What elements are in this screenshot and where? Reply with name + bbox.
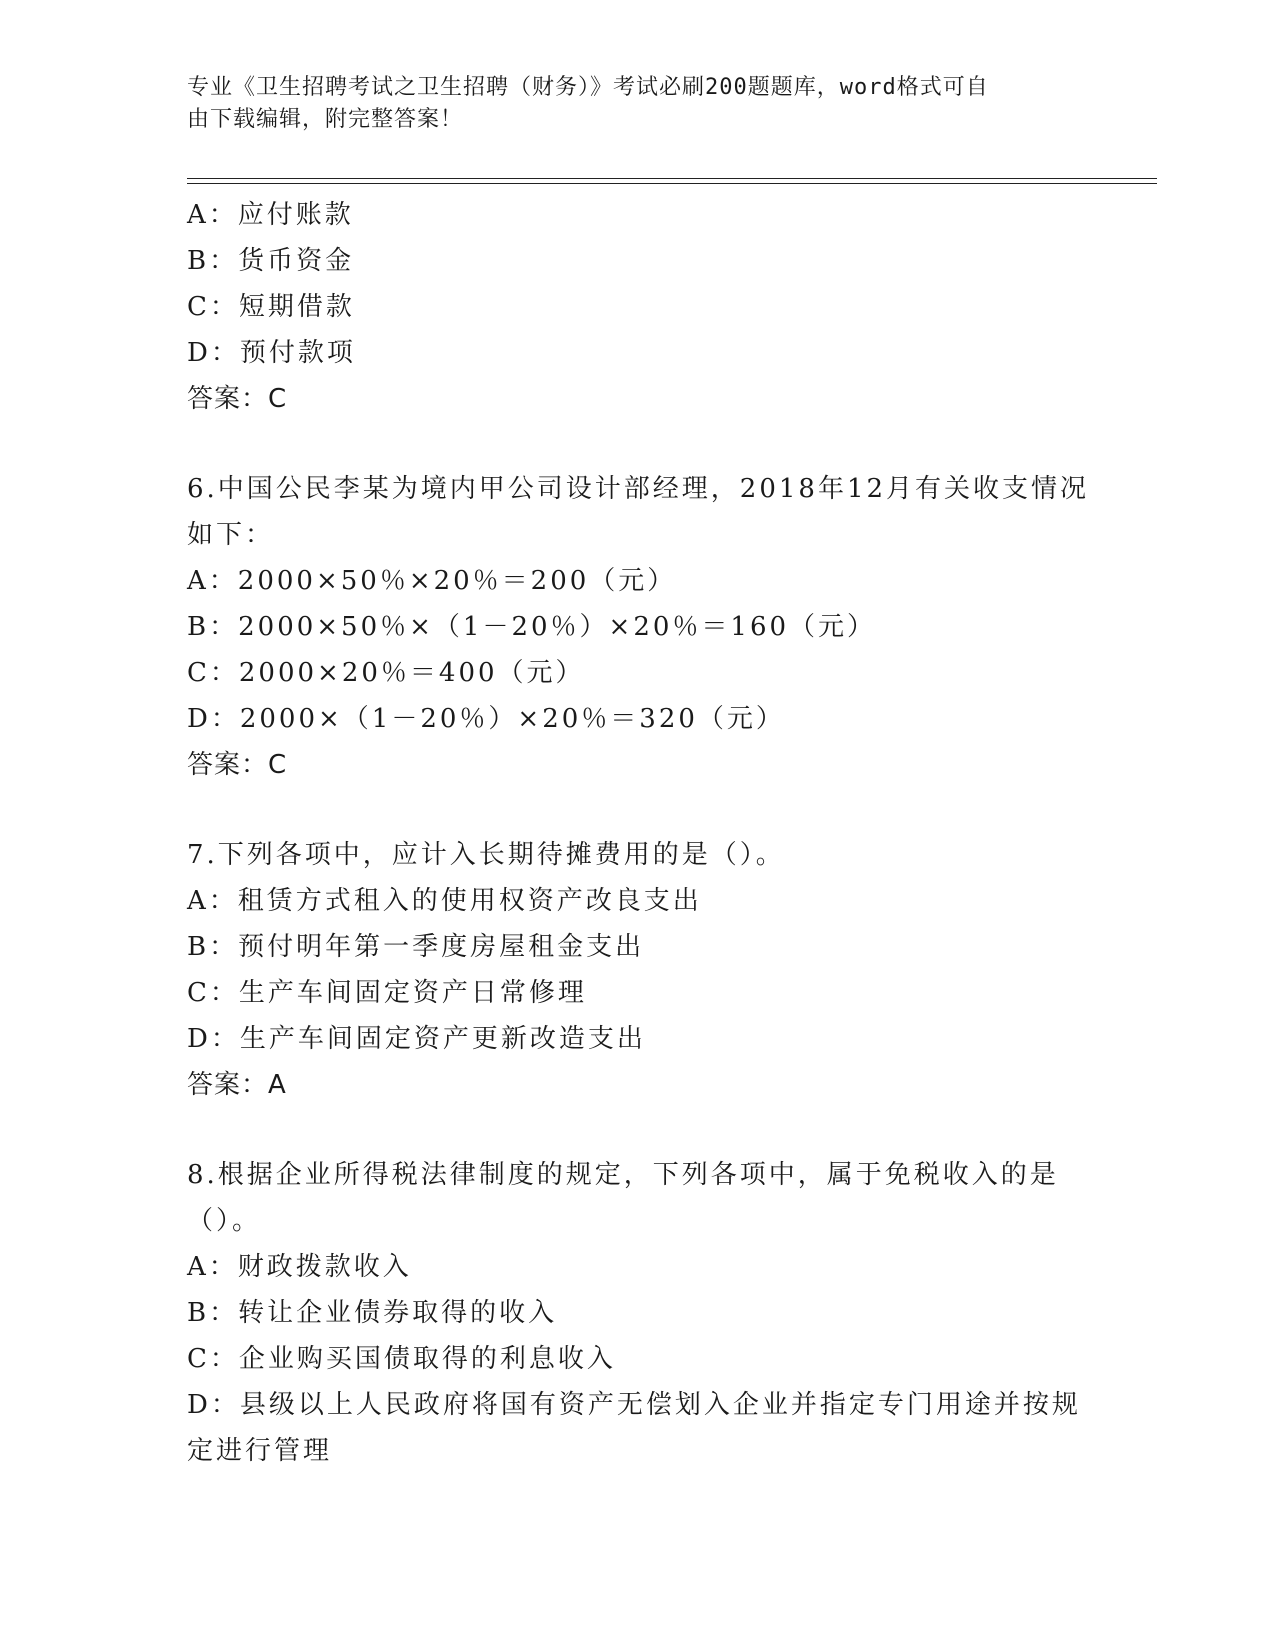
- question-6-block: [187, 466, 1090, 788]
- header-line-2: 由下载编辑，附完整答案！: [187, 107, 464, 132]
- option-b: B：转让企业债券取得的收入: [187, 1298, 558, 1328]
- answer-label: 答案：C: [187, 750, 288, 780]
- question-6-stem-line-2: 如下：: [187, 520, 275, 550]
- option-d-line-1: D：县级以上人民政府将国有资产无偿划入企业并指定专门用途并按规: [187, 1390, 1081, 1420]
- document-header: [187, 72, 1087, 136]
- answer-label: 答案：A: [187, 1070, 287, 1100]
- option-b: B：货币资金: [187, 246, 355, 276]
- question-5-block: [187, 192, 1087, 422]
- option-c: C：2000×20％＝400（元）: [187, 658, 585, 688]
- option-b: B：预付明年第一季度房屋租金支出: [187, 932, 645, 962]
- option-d: D：2000×（1－20％）×20％＝320（元）: [187, 704, 785, 734]
- header-line-1: 专业《卫生招聘考试之卫生招聘（财务）》考试必刷200题题库，word格式可自: [187, 75, 989, 100]
- spacer: [187, 788, 1087, 832]
- question-7-block: [187, 832, 1087, 1108]
- option-c: C：生产车间固定资产日常修理: [187, 978, 587, 1008]
- answer-label: 答案：C: [187, 384, 288, 414]
- option-c: C：企业购买国债取得的利息收入: [187, 1344, 616, 1374]
- option-d: D：生产车间固定资产更新改造支出: [187, 1024, 646, 1054]
- header-divider-top: [187, 178, 1157, 179]
- header-divider-bottom: [187, 183, 1157, 184]
- option-a: A：租赁方式租入的使用权资产改良支出: [187, 886, 702, 916]
- option-a: A：应付账款: [187, 200, 354, 230]
- question-8-block: [187, 1152, 1087, 1474]
- question-7-stem: 7.下列各项中，应计入长期待摊费用的是（）。: [187, 840, 785, 870]
- option-a: A：2000×50％×20％＝200（元）: [187, 566, 677, 596]
- spacer: [187, 422, 1087, 466]
- option-c: C：短期借款: [187, 292, 355, 322]
- question-6-stem-line-1: 6.中国公民李某为境内甲公司设计部经理，2018年12月有关收支情况: [187, 474, 1090, 504]
- question-list: [187, 192, 1090, 1474]
- option-d-line-2: 定进行管理: [187, 1436, 333, 1466]
- option-d: D：预付款项: [187, 338, 356, 368]
- question-8-stem-line-1: 8.根据企业所得税法律制度的规定，下列各项中，属于免税收入的是: [187, 1160, 1059, 1190]
- option-b: B：2000×50％×（1－20％）×20％＝160（元）: [187, 612, 877, 642]
- spacer: [187, 1108, 1087, 1152]
- question-8-stem-line-2: （）。: [187, 1206, 262, 1236]
- option-a: A：财政拨款收入: [187, 1252, 412, 1282]
